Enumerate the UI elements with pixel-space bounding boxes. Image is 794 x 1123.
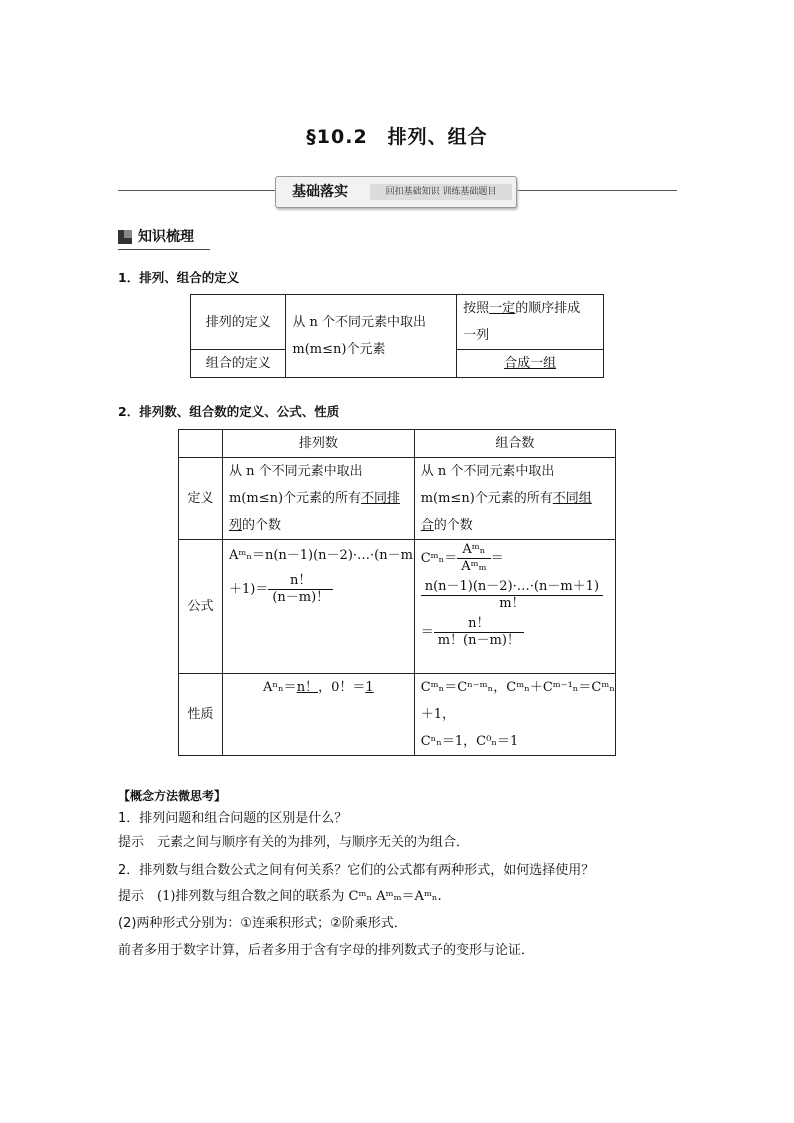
common-def-line2: m(m≤n)个元素 xyxy=(292,342,386,357)
perm-def-label: 排列的定义 xyxy=(191,295,286,350)
common-def-line1: 从 n 个不同元素中取出 xyxy=(292,315,427,330)
perm-formula-cell xyxy=(222,540,414,674)
row-prop-label: 性质 xyxy=(179,674,223,756)
perm-formula-den: (n－m)！ xyxy=(272,590,330,605)
definition-table xyxy=(190,294,604,378)
comb-prop-line3: Cⁿₙ＝1，C⁰ₙ＝1 xyxy=(420,734,519,749)
perm-prop-blank-a: n！ xyxy=(296,680,319,695)
perm-def-line1: 从 n 个不同元素中取出 xyxy=(228,464,363,479)
comb-formula-fraction3 xyxy=(434,616,524,649)
comb-formula-fraction2 xyxy=(421,579,603,612)
perm-formula-line2-pre: ＋1)＝ xyxy=(228,582,269,597)
comb-formula-line1-pre: Cᵐₙ＝ xyxy=(420,551,458,566)
comb-formula-cell xyxy=(414,540,615,674)
comb-rule-cell xyxy=(457,350,604,378)
comb-formula-num2: n(n－1)(n－2)·…·(n－m＋1) xyxy=(421,579,603,596)
perm-rule-line2: 一列 xyxy=(463,328,490,343)
page-title: §10.2 排列、组合 xyxy=(306,126,488,148)
perm-def-line2-pre: m(m≤n)个元素的所有 xyxy=(228,491,362,506)
answer-2-line1: 提示 (1)排列数与组合数之间的联系为 Cᵐₙ Aᵐₘ＝Aᵐₙ. xyxy=(118,889,442,904)
section-underline xyxy=(118,249,210,250)
banner-rule-right xyxy=(517,190,677,191)
comb-formula-den2: m！ xyxy=(499,596,525,611)
comb-formula-den1: Aᵐₘ xyxy=(461,559,487,574)
comb-formula-num3: n！ xyxy=(434,616,524,633)
banner-sub-label: 回扣基础知识 训练基础题目 xyxy=(370,184,512,200)
banner-rule-left xyxy=(118,190,275,191)
perm-prop-cell xyxy=(222,674,414,756)
comb-prop-line1: Cᵐₙ＝Cⁿ⁻ᵐₙ，Cᵐₙ＋Cᵐ⁻¹ₙ＝Cᵐₙ xyxy=(420,680,615,695)
heading-numbers: 2．排列数、组合数的定义、公式、性质 xyxy=(118,404,340,419)
heading-definitions: 1．排列、组合的定义 xyxy=(118,270,240,285)
answer-1: 提示 元素之间与顺序有关的为排列，与顺序无关的为组合． xyxy=(118,835,470,850)
comb-def-label: 组合的定义 xyxy=(191,350,286,378)
perm-def-blank-a: 不同排 xyxy=(361,491,401,506)
banner-main-label: 基础落实 xyxy=(292,184,348,200)
comb-def-line1: 从 n 个不同元素中取出 xyxy=(420,464,555,479)
perm-prop-pre: Aⁿₙ＝ xyxy=(263,680,297,695)
col-perm-header: 排列数 xyxy=(222,430,414,458)
comb-prop-cell xyxy=(414,674,615,756)
section-title: 知识梳理 xyxy=(138,229,194,245)
numbers-table xyxy=(178,429,616,756)
comb-formula-fraction1 xyxy=(457,542,490,575)
common-def-cell xyxy=(286,295,457,378)
answer-2-line2: (2)两种形式分别为：①连乘积形式；②阶乘形式． xyxy=(118,916,407,931)
comb-prop-line2: ＋1， xyxy=(420,707,455,722)
perm-prop-mid: ，0！＝ xyxy=(318,680,366,695)
perm-rule-pre: 按照 xyxy=(463,301,490,316)
perm-rule-blank: 一定 xyxy=(489,301,516,316)
perm-formula-line1: Aᵐₙ＝n(n－1)(n－2)·…·(n－m xyxy=(228,548,413,563)
section-banner xyxy=(275,176,517,208)
comb-def-line2-pre: m(m≤n)个元素的所有 xyxy=(420,491,553,506)
comb-rule-blank: 合成一组 xyxy=(504,356,557,371)
col-comb-header: 组合数 xyxy=(414,430,615,458)
corner-cell xyxy=(179,430,223,458)
perm-def-blank-b: 列 xyxy=(228,518,242,533)
comb-formula-line3-pre: ＝ xyxy=(420,625,434,640)
perm-def-cell xyxy=(222,458,414,540)
perm-formula-fraction xyxy=(268,573,333,606)
perm-rule-post: 的顺序排成 xyxy=(515,301,581,316)
perm-def-line3-post: 的个数 xyxy=(241,518,281,533)
question-1: 1．排列问题和组合问题的区别是什么？ xyxy=(118,811,348,826)
perm-formula-num: n！ xyxy=(268,573,333,590)
answer-2-line3: 前者多用于数字计算，后者多用于含有字母的排列数式子的变形与论证． xyxy=(118,943,535,958)
row-formula-label: 公式 xyxy=(179,540,223,674)
comb-def-line3-post: 的个数 xyxy=(433,518,473,533)
comb-formula-line1-post: ＝ xyxy=(490,551,504,566)
perm-rule-cell xyxy=(457,295,604,350)
perm-prop-blank-b: 1 xyxy=(365,680,374,695)
think-heading: 【概念方法微思考】 xyxy=(118,789,227,803)
comb-def-cell xyxy=(414,458,615,540)
comb-def-blank-b: 合 xyxy=(420,518,434,533)
section-square-icon xyxy=(118,230,132,244)
comb-formula-den3: m！(n－m)！ xyxy=(437,633,520,648)
row-def-label: 定义 xyxy=(179,458,223,540)
comb-formula-num1: Aᵐₙ xyxy=(457,542,490,559)
comb-def-blank-a: 不同组 xyxy=(552,491,592,506)
question-2: 2．排列数与组合数公式之间有何关系？它们的公式都有两种形式，如何选择使用？ xyxy=(118,863,595,878)
